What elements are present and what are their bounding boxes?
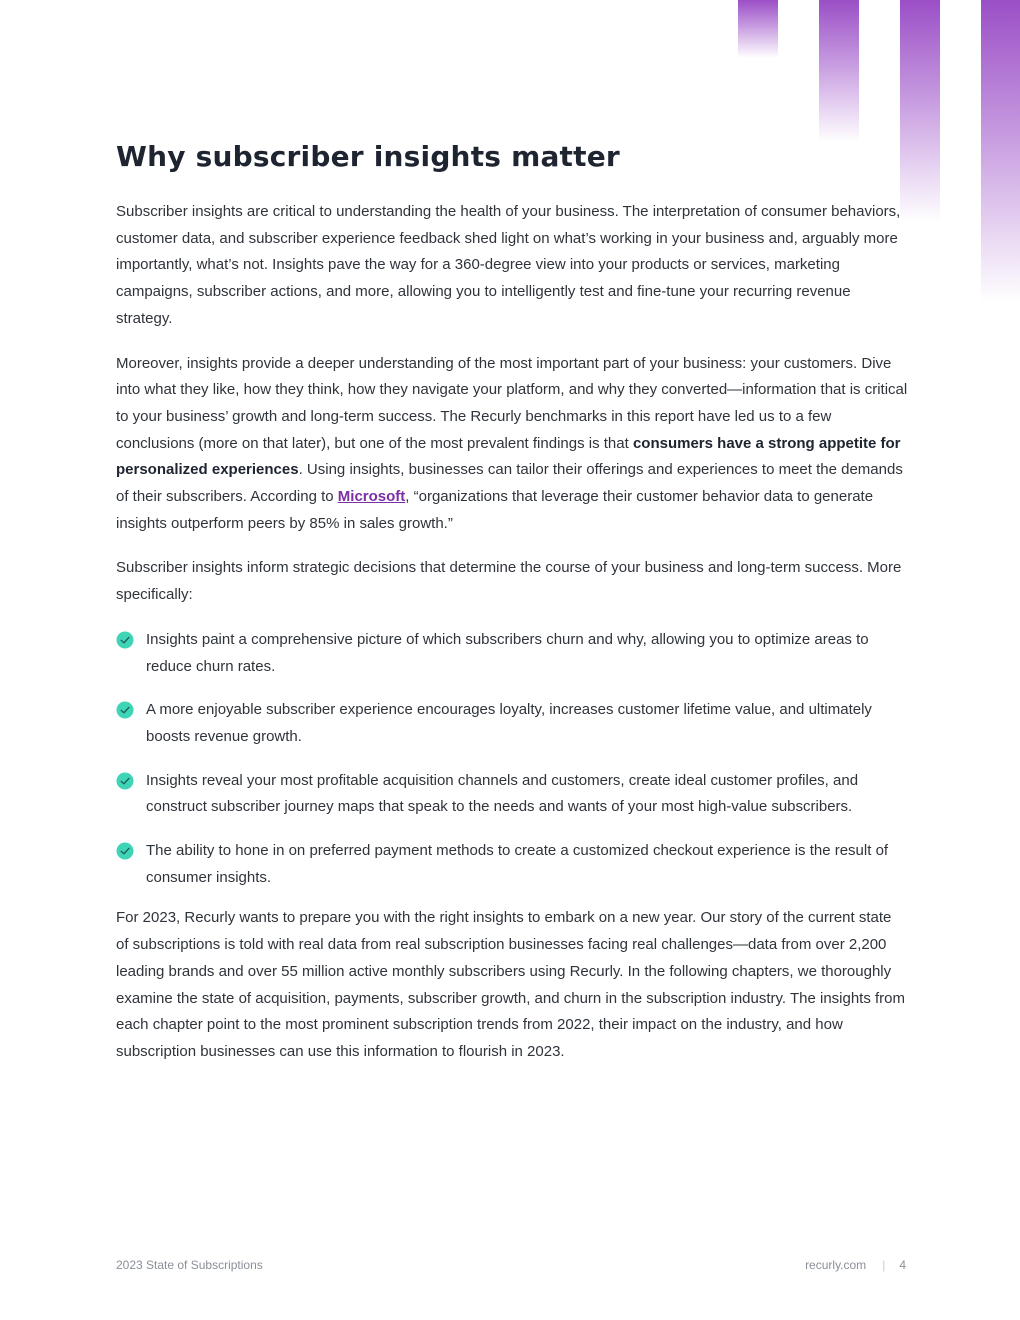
footer-publication-title: 2023 State of Subscriptions: [116, 1258, 263, 1272]
footer-site-link[interactable]: recurly.com: [805, 1258, 867, 1272]
footer-separator: |: [882, 1258, 886, 1272]
page-title: Why subscriber insights matter: [116, 140, 620, 173]
list-item-text: A more enjoyable subscriber experience encourages loyalty, increases customer lifetime value, and ultimately boosts revenue growth.: [146, 701, 872, 745]
insights-list: [116, 627, 908, 892]
list-item-text: Insights paint a comprehensive picture of which subscribers churn and why, allowing you to optimize areas to reduce churn rates.: [146, 630, 869, 675]
paragraph-2-text-a: Moreover, insights provide a deeper understanding of the most important part of your business: your customers. Dive into what they like, how they think, how they navigate your platform, and why they converted—information that is critical to your business’ growth and long-term success. The Recurly benchmarks in this report have led us to a few conclusions (more on that later), but one of the most prevalent findings is that: [116, 354, 908, 452]
paragraph-2: [116, 351, 908, 538]
list-item: [116, 838, 908, 891]
list-item-text: The ability to hone in on preferred payment methods to create a customized checkout experience is the result of consumer insights.: [146, 842, 889, 886]
paragraph-2-bold: consumers have a strong appetite for personalized experiences: [116, 434, 901, 479]
check-circle-icon: [116, 772, 134, 790]
page-footer: [116, 1258, 906, 1274]
decorative-bar-4: [981, 0, 1020, 302]
paragraph-1: Subscriber insights are critical to understanding the health of your business. The interpretation of consumer behaviors, customer data, and subscriber experience feedback shed light on what’s working in your business and, arguably more importantly, what’s not. Insights pave the way for a 360-degree view into your products or services, marketing campaigns, subscriber actions, and more, allowing you to intelligently test and fine-tune your recurring revenue strategy.: [116, 203, 901, 327]
paragraph-3: Subscriber insights inform strategic decisions that determine the course of your business and long-term success. More specifically:: [116, 559, 902, 604]
microsoft-link[interactable]: Microsoft: [337, 488, 406, 506]
list-item: [116, 768, 908, 821]
check-circle-icon: [116, 631, 134, 649]
decorative-bar-1: [738, 0, 778, 58]
list-item: [116, 697, 908, 750]
list-item: [116, 627, 908, 680]
main-content: [116, 140, 908, 1084]
paragraph-4: For 2023, Recurly wants to prepare you with the right insights to embark on a new year. Our story of the current state of subscriptions is told with real data from real subscription businesses facing real challenges—data from over 2,200 leading brands and over 55 million active monthly subscribers using Recurly. In the following chapters, we thoroughly examine the state of acquisition, payments, subscriber growth, and churn in the subscription industry. The insights from each chapter point to the most prominent subscription trends from 2022, their impact on the industry, and how subscription businesses can use this information to flourish in 2023.: [116, 909, 906, 1060]
paragraph-2-text-c: , “organizations that leverage their customer behavior data to generate insights outperform peers by 85% in sales growth.”: [116, 488, 874, 532]
page-number: 4: [899, 1258, 906, 1272]
check-circle-icon: [116, 842, 134, 860]
list-item-text: Insights reveal your most profitable acquisition channels and customers, create ideal customer profiles, and construct subscriber journey maps that speak to the needs and wants of your most high-value subscribers.: [146, 771, 859, 816]
check-circle-icon: [116, 701, 134, 719]
decorative-bar-2: [819, 0, 859, 142]
paragraph-2-text-b: . Using insights, businesses can tailor their offerings and experiences to meet the demands of their subscribers. According to: [116, 461, 903, 506]
footer-right: [805, 1258, 906, 1272]
